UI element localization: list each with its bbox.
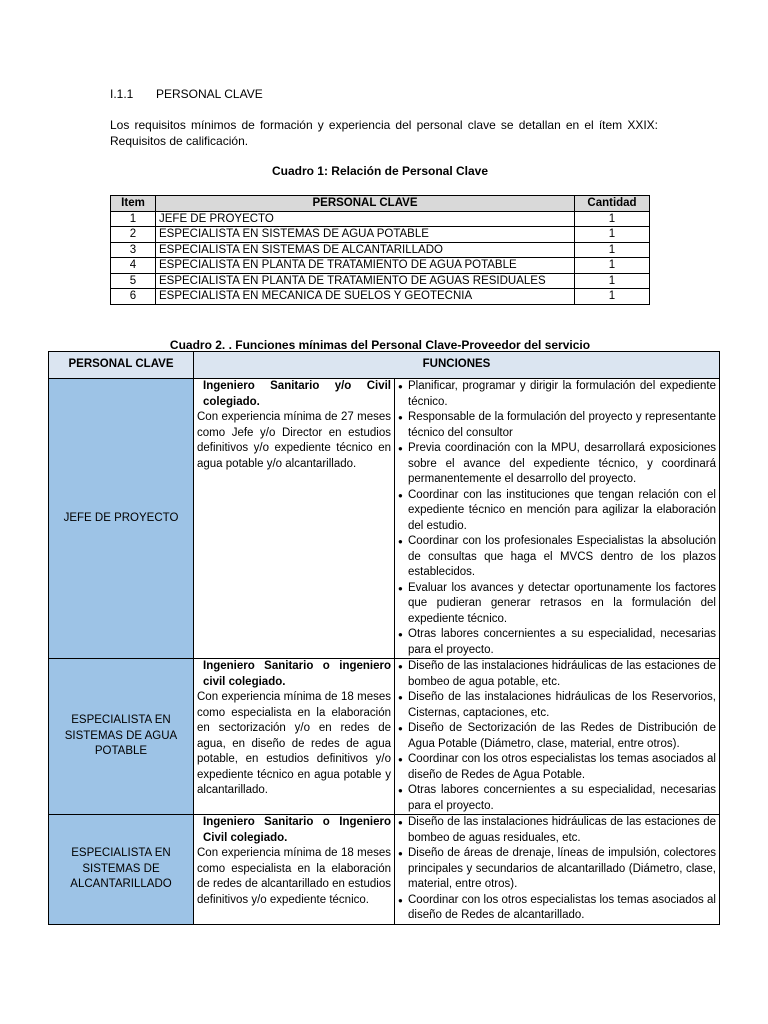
list-item: ● Diseño de las instalaciones hidráulicas de las estaciones de bombeo de aguas residuales, etc. [398, 815, 716, 846]
header-personal-clave: PERSONAL CLAVE [156, 196, 575, 212]
table-row [111, 227, 650, 243]
item-cell: 5 [111, 273, 156, 289]
personal-cell: JEFE DE PROYECTO [156, 211, 575, 227]
cuadro1-table [110, 195, 650, 305]
requirements-cell [194, 379, 395, 659]
degree-text: Ingeniero Sanitario y/o Civil colegiado. [203, 380, 391, 408]
functions-list [398, 815, 716, 924]
header-item: Item [111, 196, 156, 212]
item-cell: 4 [111, 258, 156, 274]
list-item: ● Coordinar con los otros especialistas los temas asociados al diseño de Redes de Agua Potable. [398, 752, 716, 783]
section-number: I.1.1 [110, 87, 134, 101]
list-item: ● Coordinar con los profesionales Especialistas la absolución de consultas que haga el MVCS dentro de los plazos establecidos. [398, 534, 716, 581]
list-item: ● Diseño de las instalaciones hidráulicas de los Reservorios, Cisternas, captaciones, etc. [398, 690, 716, 721]
cantidad-cell: 1 [575, 227, 650, 243]
table-row [111, 242, 650, 258]
list-item: ● Diseño de áreas de drenaje, líneas de impulsión, colectores principales y secundarios de alcantarillado (Diámetro, clase, material, entre otros). [398, 846, 716, 893]
intro-paragraph: Los requisitos mínimos de formación y experiencia del personal clave se detallan en el ítem XXIX: Requisitos de calificación. [110, 118, 658, 148]
requirements-cell [194, 659, 395, 815]
list-item: ● Diseño de Sectorización de las Redes de Distribución de Agua Potable (Diámetro, clase, material, entre otros). [398, 721, 716, 752]
cuadro2-caption: Cuadro 2. . Funciones mínimas del Personal Clave-Proveedor del servicio [169, 338, 591, 352]
cuadro1-caption: Cuadro 1: Relación de Personal Clave [271, 164, 489, 178]
personal-cell: ESPECIALISTA EN PLANTA DE TRATAMIENTO DE AGUA POTABLE [156, 258, 575, 274]
functions-cell [395, 379, 720, 659]
table-row [111, 289, 650, 305]
list-item: ● Otras labores concernientes a su especialidad, necesarias para el proyecto. [398, 783, 716, 814]
cantidad-cell: 1 [575, 289, 650, 305]
functions-cell [395, 815, 720, 925]
table-header-row [111, 196, 650, 212]
list-item: ● Diseño de las instalaciones hidráulicas de las estaciones de bombeo de agua potable, etc. [398, 659, 716, 690]
degree-text: Ingeniero Sanitario o ingeniero civil colegiado. [203, 660, 391, 688]
list-item: ● Coordinar con los otros especialistas los temas asociados al diseño de Redes de alcantarillado. [398, 893, 716, 924]
item-cell: 3 [111, 242, 156, 258]
table-row [111, 211, 650, 227]
personal-cell: ESPECIALISTA EN SISTEMAS DE AGUA POTABLE [156, 227, 575, 243]
cantidad-cell: 1 [575, 211, 650, 227]
list-item: ● Responsable de la formulación del proyecto y representante técnico del consultor [398, 410, 716, 441]
degree-text: Ingeniero Sanitario o Ingeniero Civil colegiado. [203, 816, 391, 844]
role-cell: ESPECIALISTA EN SISTEMAS DE ALCANTARILLADO [49, 815, 194, 925]
header-funciones: FUNCIONES [194, 352, 720, 379]
role-cell: JEFE DE PROYECTO [49, 379, 194, 659]
experience-text: Con experiencia mínima de 27 meses como Jefe y/o Director en estudios definitivos y/o expediente técnico en agua potable y/o alcantarillado. [197, 411, 391, 470]
section-heading [110, 87, 263, 103]
list-item: ● Planificar, programar y dirigir la formulación del expediente técnico. [398, 379, 716, 410]
item-cell: 2 [111, 227, 156, 243]
list-item: ● Coordinar con las instituciones que tengan relación con el expediente técnico en mención para agilizar la elaboración del estudio. [398, 488, 716, 535]
header-cantidad: Cantidad [575, 196, 650, 212]
functions-cell [395, 659, 720, 815]
list-item: ● Otras labores concernientes a su especialidad, necesarias para el proyecto. [398, 627, 716, 658]
item-cell: 6 [111, 289, 156, 305]
table-row [111, 258, 650, 274]
role-cell: ESPECIALISTA EN SISTEMAS DE AGUA POTABLE [49, 659, 194, 815]
table-row [111, 273, 650, 289]
item-cell: 1 [111, 211, 156, 227]
list-item: ● Evaluar los avances y detectar oportunamente los factores que pudieran generar retrasos en la formulación del expediente técnico. [398, 581, 716, 628]
personal-cell: ESPECIALISTA EN MECANICA DE SUELOS Y GEOTECNIA [156, 289, 575, 305]
section-title: PERSONAL CLAVE [156, 87, 263, 101]
table-row [49, 815, 720, 925]
requirements-cell [194, 815, 395, 925]
list-item: ● Previa coordinación con la MPU, desarrollará exposiciones sobre el avance del expediente técnico, y coordinará permanentemente el desarrollo del proyecto. [398, 441, 716, 488]
cantidad-cell: 1 [575, 258, 650, 274]
table-header-row [49, 352, 720, 379]
cantidad-cell: 1 [575, 273, 650, 289]
personal-cell: ESPECIALISTA EN PLANTA DE TRATAMIENTO DE AGUAS RESIDUALES [156, 273, 575, 289]
functions-list [398, 379, 716, 658]
table-row [49, 379, 720, 659]
cuadro2-table [48, 351, 720, 925]
experience-text: Con experiencia mínima de 18 meses como especialista en la elaboración en sectorización y/o en redes de agua, en diseño de redes de agua potable, en estudios definitivos y/o expediente técnico en agua potable y alcantarillado. [197, 691, 391, 796]
header-personal-clave: PERSONAL CLAVE [49, 352, 194, 379]
personal-cell: ESPECIALISTA EN SISTEMAS DE ALCANTARILLADO [156, 242, 575, 258]
functions-list [398, 659, 716, 814]
cantidad-cell: 1 [575, 242, 650, 258]
table-row [49, 659, 720, 815]
experience-text: Con experiencia mínima de 18 meses como especialista en la elaboración de redes de alcantarillado en estudios definitivos y/o expediente técnico. [197, 847, 391, 906]
